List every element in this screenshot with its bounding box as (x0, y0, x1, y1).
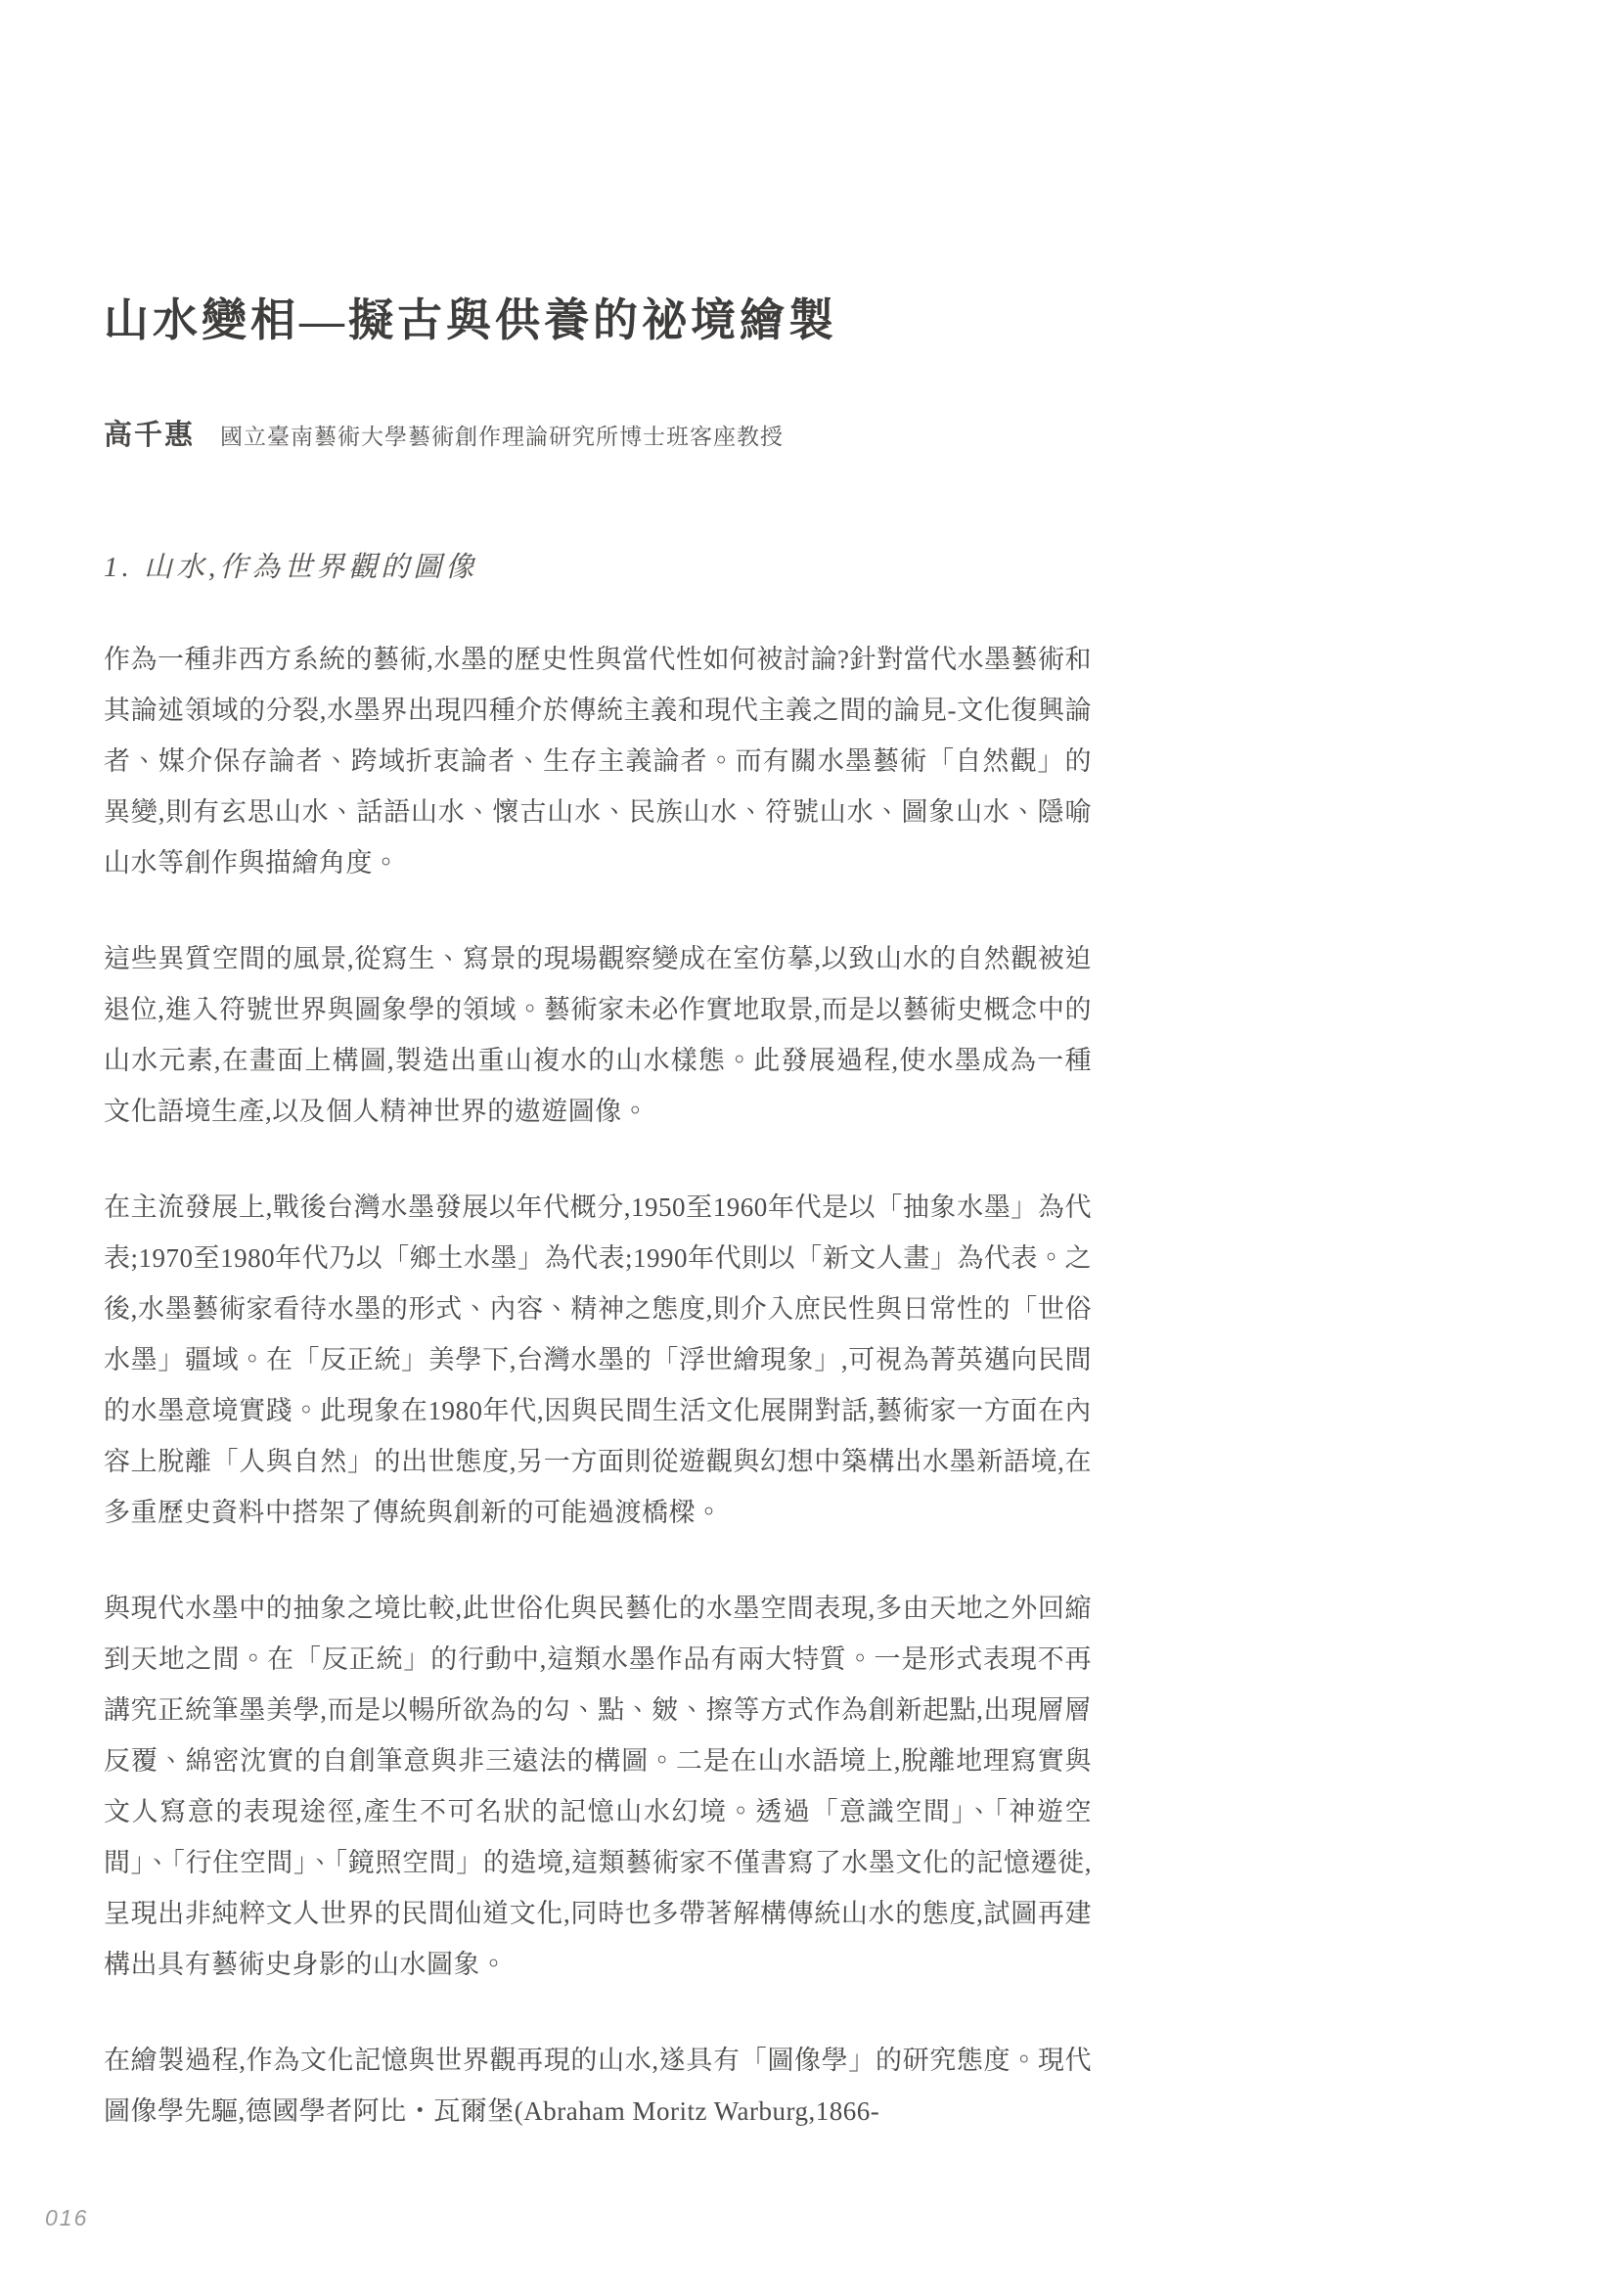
paragraph-4: 與現代水墨中的抽象之境比較,此世俗化與民藝化的水墨空間表現,多由天地之外回縮到天地之間。在「反正統」的行動中,這類水墨作品有兩大特質。一是形式表現不再講究正統筆墨美學,而是以暢所欲為的勾、點、皴、擦等方式作為創新起點,出現層層反覆、綿密沈實的自創筆意與非三遠法的構圖。二是在山水語境上,脫離地理寫實與文人寫意的表現途徑,產生不可名狀的記憶山水幻境。透過「意識空間」、「神遊空間」、「行住空間」、「鏡照空間」的造境,這類藝術家不僅書寫了水墨文化的記憶遷徙,呈現出非純粹文人世界的民間仙道文化,同時也多帶著解構傳統山水的態度,試圖再建構出具有藝術史身影的山水圖象。 (104, 1594, 1092, 1979)
paragraph-2: 這些異質空間的風景,從寫生、寫景的現場觀察變成在室仿摹,以致山水的自然觀被迫退位,進入符號世界與圖象學的領域。藝術家未必作實地取景,而是以藝術史概念中的山水元素,在畫面上構圖,製造出重山複水的山水樣態。此發展過程,使水墨成為一種文化語境生產,以及個人精神世界的遨遊圖像。 (104, 944, 1092, 1126)
page-title: 山水變相—擬古與供養的祕境繪製 (104, 295, 837, 345)
paragraph-1: 作為一種非西方系統的藝術,水墨的歷史性與當代性如何被討論?針對當代水墨藝術和其論述領域的分裂,水墨界出現四種介於傳統主義和現代主義之間的論見-文化復興論者、媒介保存論者、跨域折衷論者、生存主義論者。而有關水墨藝術「自然觀」的異變,則有玄思山水、話語山水、懷古山水、民族山水、符號山水、圖象山水、隱喻山水等創作與描繪角度。 (104, 645, 1092, 878)
page-number: 016 (45, 2205, 89, 2230)
byline (104, 413, 1278, 453)
section-heading: 1. 山水,作為世界觀的圖像 (104, 552, 478, 583)
author-affiliation: 國立臺南藝術大學藝術創作理論研究所博士班客座教授 (220, 425, 785, 449)
author-name: 高千惠 (104, 420, 196, 451)
body-text (104, 634, 1092, 2182)
paragraph-5: 在繪製過程,作為文化記憶與世界觀再現的山水,遂具有「圖像學」的研究態度。現代圖像學先驅,德國學者阿比・瓦爾堡(Abraham Moritz Warburg,1866- (104, 2046, 1092, 2126)
paragraph-3: 在主流發展上,戰後台灣水墨發展以年代概分,1950至1960年代是以「抽象水墨」為代表;1970至1980年代乃以「鄉土水墨」為代表;1990年代則以「新文人畫」為代表。之後,水墨藝術家看待水墨的形式、內容、精神之態度,則介入庶民性與日常性的「世俗水墨」疆域。在「反正統」美學下,台灣水墨的「浮世繪現象」,可視為菁英邁向民間的水墨意境實踐。此現象在1980年代,因與民間生活文化展開對話,藝術家一方面在內容上脫離「人與自然」的出世態度,另一方面則從遊觀與幻想中築構出水墨新語境,在多重歷史資料中搭架了傳統與創新的可能過渡橋樑。 (104, 1193, 1092, 1527)
